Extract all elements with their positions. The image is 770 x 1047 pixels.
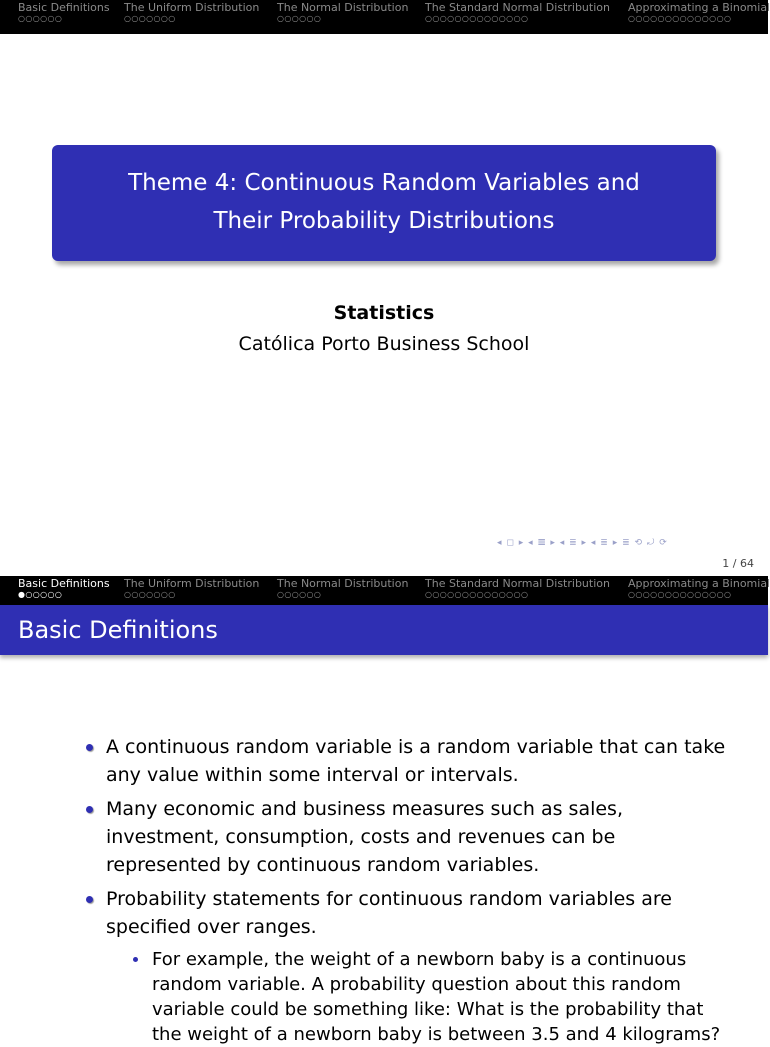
- nav-section-label: The Uniform Distribution: [124, 577, 260, 590]
- nav-section-label: The Normal Distribution: [277, 1, 409, 14]
- title-line-1: Theme 4: Continuous Random Variables and: [128, 170, 640, 196]
- title-block: [52, 145, 716, 261]
- nav-section-label: Approximating a Binomial: [628, 577, 770, 590]
- bullet-item: [86, 885, 726, 941]
- title-line-2: Their Probability Distributions: [213, 208, 555, 234]
- nav-section-dots: ○○○○○○○○○○○○○○: [425, 14, 529, 23]
- nav-section-label: Basic Definitions: [18, 1, 110, 14]
- presentation-title: [52, 164, 716, 240]
- nav-section-approximating-binomial[interactable]: [628, 1, 770, 23]
- frame-title-bar: [0, 605, 768, 655]
- nav-section-dots: ○○○○○○: [277, 590, 322, 599]
- nav-section-dots: ○○○○○○○○○○○○○○: [628, 14, 732, 23]
- nav-section-uniform-distribution[interactable]: [124, 577, 259, 599]
- nav-section-label: The Standard Normal Distribution: [425, 577, 610, 590]
- nav-section-label: The Standard Normal Distribution: [425, 1, 610, 14]
- bullet-list: [86, 733, 726, 1047]
- sub-bullet-text: For example, the weight of a newborn baby is a continuous random variable. A probability question about this random variable could be something like: What is the probability that the weight of a newborn baby is between 3.5 and 4 kilograms?: [152, 949, 721, 1045]
- nav-section-dots: ○○○○○○: [277, 14, 322, 23]
- remaining-frame-dots: ○○○○○: [25, 590, 63, 599]
- bullet-text: Many economic and business measures such as sales, investment, consumption, costs and revenues can be represented by continuous random variables.: [106, 798, 623, 876]
- bullet-item: [86, 733, 726, 789]
- nav-section-label: Approximating a Binomial: [628, 1, 770, 14]
- nav-section-dots: ○○○○○○: [18, 14, 63, 23]
- bullet-item: [86, 795, 726, 879]
- bullet-icon: [86, 806, 93, 813]
- basic-definitions-slide: [0, 576, 770, 1045]
- section-navbar: [0, 0, 768, 34]
- nav-section-label: The Uniform Distribution: [124, 1, 260, 14]
- sub-bullet-item: [133, 947, 726, 1047]
- sub-bullet-icon: [133, 957, 138, 962]
- nav-section-standard-normal[interactable]: [425, 1, 610, 23]
- bullet-text: Probability statements for continuous random variables are specified over ranges.: [106, 888, 672, 938]
- nav-section-dots: [18, 590, 110, 599]
- frame-title: Basic Definitions: [18, 616, 218, 644]
- nav-section-normal-distribution[interactable]: [277, 577, 408, 599]
- nav-section-label: Basic Definitions: [18, 577, 110, 590]
- nav-section-dots: ○○○○○○○: [124, 14, 176, 23]
- nav-section-normal-distribution[interactable]: [277, 1, 408, 23]
- beamer-navigation-symbols[interactable]: ◂ ◻ ▸ ◂ 𝌆 ▸ ◂ ≣ ▸ ◂ ≣ ▸ ≣ ⟲ ⤾ ⟳: [497, 538, 668, 548]
- nav-section-uniform-distribution[interactable]: [124, 1, 259, 23]
- page-number: 1 / 64: [722, 557, 754, 570]
- nav-section-standard-normal[interactable]: [425, 577, 610, 599]
- nav-section-label: The Normal Distribution: [277, 577, 409, 590]
- bullet-icon: [86, 896, 93, 903]
- current-frame-dot: ●: [18, 590, 26, 599]
- section-navbar: [0, 576, 768, 605]
- nav-section-dots: ○○○○○○○○○○○○○○: [425, 590, 529, 599]
- bullet-text: A continuous random variable is a random variable that can take any value within some interval or intervals.: [106, 736, 726, 786]
- nav-section-dots: ○○○○○○○: [124, 590, 176, 599]
- nav-section-basic-definitions[interactable]: [18, 577, 110, 599]
- nav-section-basic-definitions[interactable]: [18, 1, 110, 23]
- nav-section-dots: ○○○○○○○○○○○○○○: [628, 590, 732, 599]
- institution-name: Católica Porto Business School: [238, 333, 530, 355]
- course-name: Statistics: [333, 302, 435, 324]
- nav-section-approximating-binomial[interactable]: [628, 577, 770, 599]
- bullet-icon: [86, 744, 93, 751]
